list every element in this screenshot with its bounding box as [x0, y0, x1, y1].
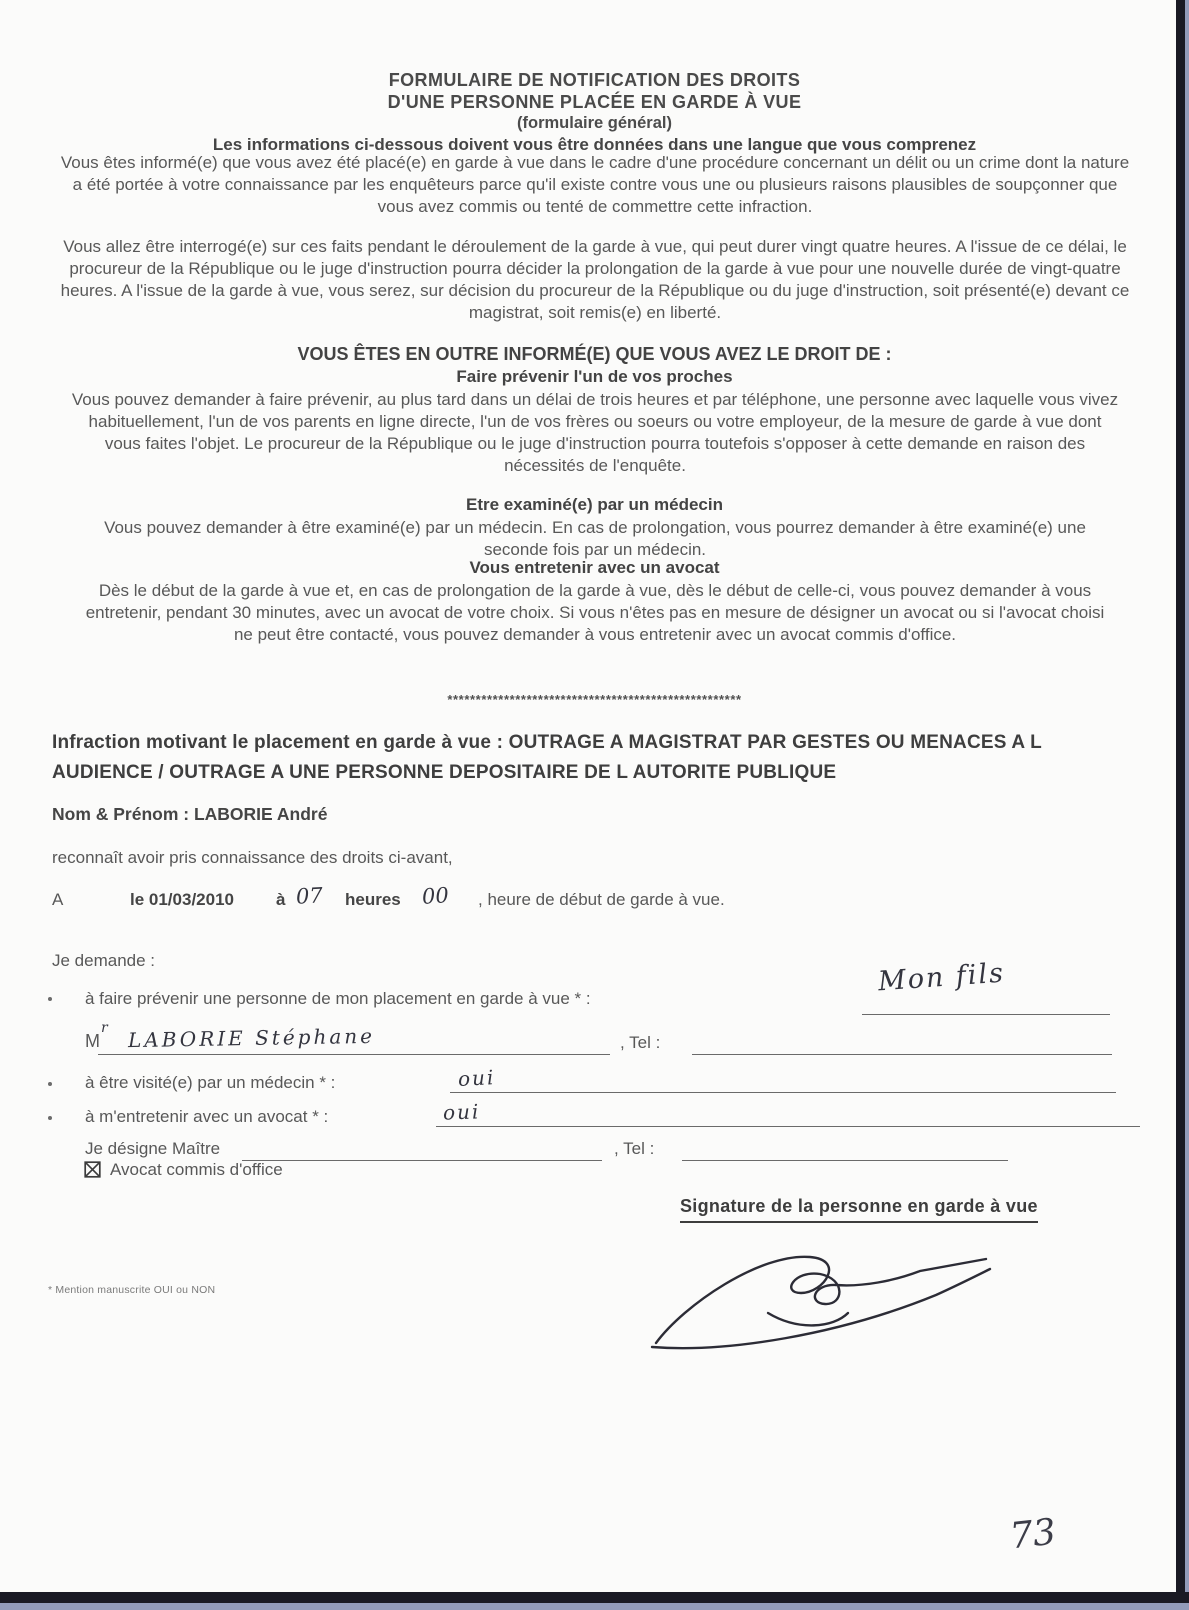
handwritten-signature — [648, 1243, 993, 1353]
rights-heading: VOUS ÊTES EN OUTRE INFORMÉ(E) QUE VOUS AVEZ LE DROIT DE : — [297, 344, 892, 364]
scan-edge-right-outer — [1185, 0, 1189, 1610]
request1-writein-line — [862, 1014, 1110, 1015]
request2-writein-line — [450, 1092, 1116, 1093]
designate-tel-label: , Tel : — [614, 1139, 655, 1158]
form-title-line2: D'UNE PERSONNE PLACÉE EN GARDE À VUE — [387, 92, 802, 112]
request2-handwritten: oui — [457, 1065, 496, 1091]
request1-handwritten: Mon fils — [877, 957, 1006, 998]
date-value: le 01/03/2010 — [130, 890, 234, 909]
right3-text: Dès le début de la garde à vue et, en cas de prolongation de la garde à vue, dès le début de celle-ci, vous pouvez demander à vous entretenir, pendant 30 minutes, avec un avocat de votre choix. Si vous n'êtes pas en mesure de désigner un avocat ou si l'avocat choisi ne peut être contacté, vous pouvez demander à vous entretenir avec un avocat commis d'office. — [85, 581, 1105, 644]
bullet-icon — [48, 1082, 52, 1086]
bullet-icon — [48, 997, 52, 1001]
scan-edge-bottom-outer — [0, 1603, 1189, 1610]
asterisk-separator: **************************************************** — [447, 692, 742, 707]
right1-title: Faire prévenir l'un de vos proches — [456, 367, 733, 386]
page-number-handwritten: 73 — [1007, 1511, 1058, 1558]
avocat-office-label: Avocat commis d'office — [110, 1160, 283, 1179]
at-label: à — [276, 890, 286, 909]
acknowledge-line: reconnaît avoir pris connaissance des droits ci-avant, — [52, 848, 453, 867]
request1-label: à faire prévenir une personne de mon placement en garde à vue * : — [85, 989, 591, 1008]
signature-caption: Signature de la personne en garde à vue — [680, 1196, 1038, 1223]
person-name-line — [98, 1054, 610, 1055]
date-suffix: , heure de début de garde à vue. — [478, 890, 725, 909]
hour-handwritten: 07 — [295, 883, 324, 909]
infraction-statement: Infraction motivant le placement en garde à vue : OUTRAGE A MAGISTRAT PAR GESTES OU MENACES A L AUDIENCE / OUTRAGE A UNE PERSONNE DEPOSITAIRE DE L AUTORITE PUBLIQUE — [52, 732, 1042, 783]
person-title: M — [85, 1031, 100, 1051]
date-line — [0, 883, 1189, 919]
right2-text: Vous pouvez demander à être examiné(e) par un médecin. En cas de prolongation, vous pourrez demander à être examiné(e) une seconde fois par un médecin. — [104, 518, 1086, 559]
form-subtitle: (formulaire général) — [517, 114, 672, 132]
designate-tel-line — [682, 1160, 1008, 1161]
intro-paragraph-1: Vous êtes informé(e) que vous avez été placé(e) en garde à vue dans le cadre d'une procédure concernant un délit ou un crime dont la nature a été portée à votre connaissance par les enquêteurs parce qu'il existe contre vous une ou plusieurs raisons plausibles de soupçonner que vous avez commis ou tenté de commettre cette infraction. — [60, 153, 1130, 216]
right2-title: Etre examiné(e) par un médecin — [466, 495, 723, 514]
intro-paragraph-2: Vous allez être interrogé(e) sur ces faits pendant le déroulement de la garde à vue, qui peut durer vingt quatre heures. A l'issue de ce délai, le procureur de la République ou le juge d'instruction pourra décider la prolongation de la garde à vue pour une nouvelle durée de vingt-quatre heures. A l'issue de la garde à vue, vous serez, sur décision du procureur de la République ou du juge d'instruction, soit présenté(e) devant ce magistrat, soit remis(e) en liberté. — [60, 237, 1130, 322]
language-notice: Les informations ci-dessous doivent vous être données dans une langue que vous comprenez — [212, 135, 977, 154]
request3-label: à m'entretenir avec un avocat * : — [85, 1107, 329, 1126]
avocat-office-checkbox — [84, 1161, 101, 1178]
bullet-icon — [48, 1116, 52, 1120]
name-line: Nom & Prénom : LABORIE André — [52, 804, 328, 824]
request2-label: à être visité(e) par un médecin * : — [85, 1073, 336, 1092]
form-title-line1: FORMULAIRE DE NOTIFICATION DES DROITS — [388, 70, 801, 90]
heures-label: heures — [345, 890, 401, 909]
person-name-handwritten: LABORIE Stéphane — [127, 1023, 376, 1053]
right3-title: Vous entretenir avec un avocat — [469, 558, 720, 577]
place-label: A — [52, 890, 64, 909]
signature-scribble-icon — [648, 1243, 993, 1353]
checked-checkbox-icon — [84, 1161, 101, 1178]
request3-writein-line — [436, 1126, 1140, 1127]
designate-label: Je désigne Maître — [85, 1139, 221, 1158]
designate-name-line — [242, 1160, 602, 1161]
person-tel-label: , Tel : — [620, 1033, 661, 1052]
je-demande-label: Je demande : — [52, 951, 156, 970]
person-tel-line — [692, 1054, 1112, 1055]
right1-text: Vous pouvez demander à faire prévenir, au plus tard dans un délai de trois heures et par téléphone, une personne avec laquelle vous vivez habituellement, l'un de vos parents en ligne directe, l'un de vos frères ou soeurs ou votre employeur, de la mesure de garde à vue dont vous faites l'objet. Le procureur de la République ou le juge d'instruction pourra toutefois s'opposer à cette demande en raison des nécessités de l'enquête. — [71, 390, 1119, 475]
request3-handwritten: oui — [442, 1099, 481, 1125]
person-title-superscript: r — [101, 1020, 108, 1036]
scan-edge-right — [1176, 0, 1185, 1610]
minutes-handwritten: 00 — [421, 883, 450, 909]
footnote-mention: * Mention manuscrite OUI ou NON — [48, 1284, 216, 1296]
scan-edge-bottom — [0, 1592, 1189, 1603]
